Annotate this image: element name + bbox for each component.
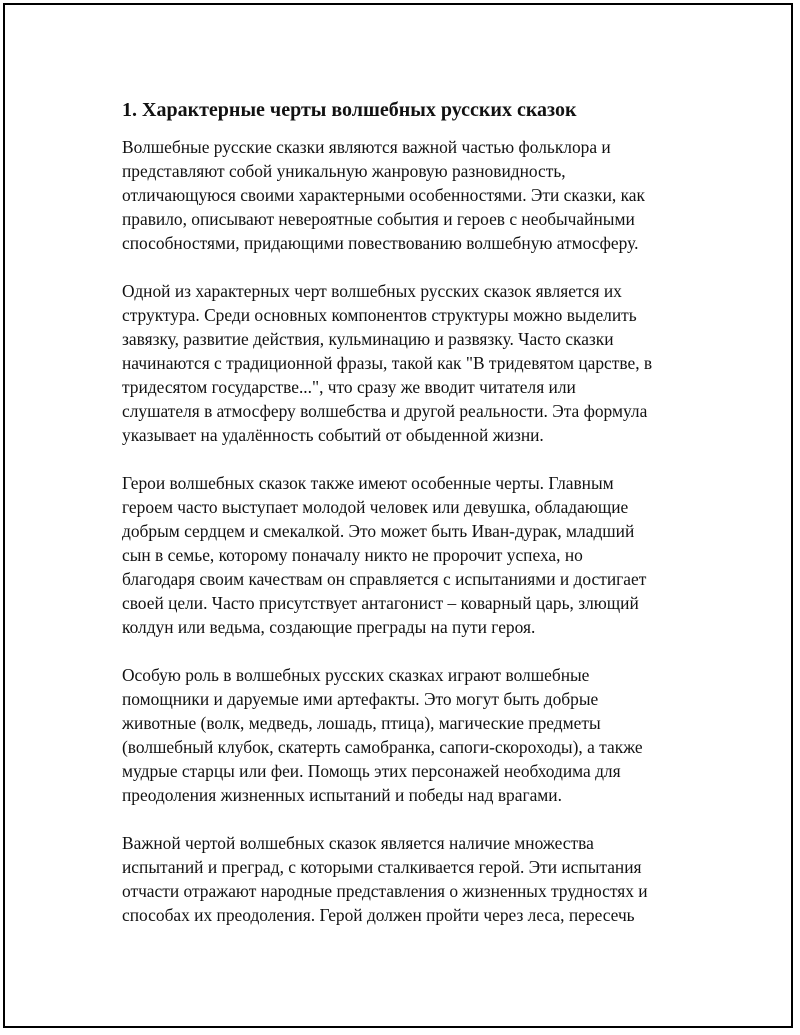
text-line: представляют собой уникальную жанровую разновидность, [122, 161, 566, 181]
text-line: Особую роль в волшебных русских сказках играют волшебные [122, 665, 590, 685]
text-line: животные (волк, медведь, лошадь, птица), магические предметы [122, 713, 601, 733]
text-line: Важной чертой волшебных сказок является наличие множества [122, 833, 594, 853]
text-line: мудрые старцы или феи. Помощь этих персонажей необходима для [122, 761, 621, 781]
text-line: способах их преодоления. Герой должен пройти через леса, пересечь [122, 905, 635, 925]
text-line: тридесятом государстве...", что сразу же вводит читателя или [122, 377, 576, 397]
paragraph-2 [122, 279, 702, 447]
paragraph-3 [122, 471, 702, 639]
text-line: добрым сердцем и смекалкой. Это может быть Иван-дурак, младший [122, 521, 635, 541]
section-heading: 1. Характерные черты волшебных русских сказок [122, 99, 577, 121]
text-line: начинаются с традиционной фразы, такой как "В тридевятом царстве, в [122, 353, 653, 373]
text-line: способностями, придающими повествованию волшебную атмосферу. [122, 233, 639, 253]
text-line: завязку, развитие действия, кульминацию и развязку. Часто сказки [122, 329, 614, 349]
text-line: испытаний и преград, с которыми сталкивается герой. Эти испытания [122, 857, 642, 877]
text-line: структура. Среди основных компонентов структуры можно выделить [122, 305, 637, 325]
text-line: отличающуюся своими характерными особенностями. Эти сказки, как [122, 185, 645, 205]
text-line: преодоления жизненных испытаний и победы над врагами. [122, 785, 562, 805]
document-body [122, 97, 702, 951]
paragraphs-container [122, 135, 702, 927]
text-line: героем часто выступает молодой человек или девушка, обладающие [122, 497, 629, 517]
text-line: благодаря своим качествам он справляется с испытаниями и достигает [122, 569, 647, 589]
text-line: Волшебные русские сказки являются важной частью фольклора и [122, 137, 611, 157]
paragraph-4 [122, 663, 702, 807]
text-line: сын в семье, которому поначалу никто не пророчит успеха, но [122, 545, 583, 565]
paragraph-1 [122, 135, 702, 255]
text-line: помощники и даруемые ими артефакты. Это могут быть добрые [122, 689, 599, 709]
text-line: колдун или ведьма, создающие преграды на пути героя. [122, 617, 536, 637]
text-line: правило, описывают невероятные события и героев с необычайными [122, 209, 635, 229]
text-line: своей цели. Часто присутствует антагонист – коварный царь, злющий [122, 593, 639, 613]
text-line: отчасти отражают народные представления о жизненных трудностях и [122, 881, 648, 901]
text-line: Герои волшебных сказок также имеют особенные черты. Главным [122, 473, 614, 493]
text-line: указывает на удалённость событий от обыденной жизни. [122, 425, 544, 445]
text-line: слушателя в атмосферу волшебства и другой реальности. Эта формула [122, 401, 648, 421]
paragraph-5 [122, 831, 702, 927]
page-frame [3, 3, 793, 1028]
text-line: (волшебный клубок, скатерть самобранка, сапоги-скороходы), а также [122, 737, 643, 757]
text-line: Одной из характерных черт волшебных русских сказок является их [122, 281, 622, 301]
